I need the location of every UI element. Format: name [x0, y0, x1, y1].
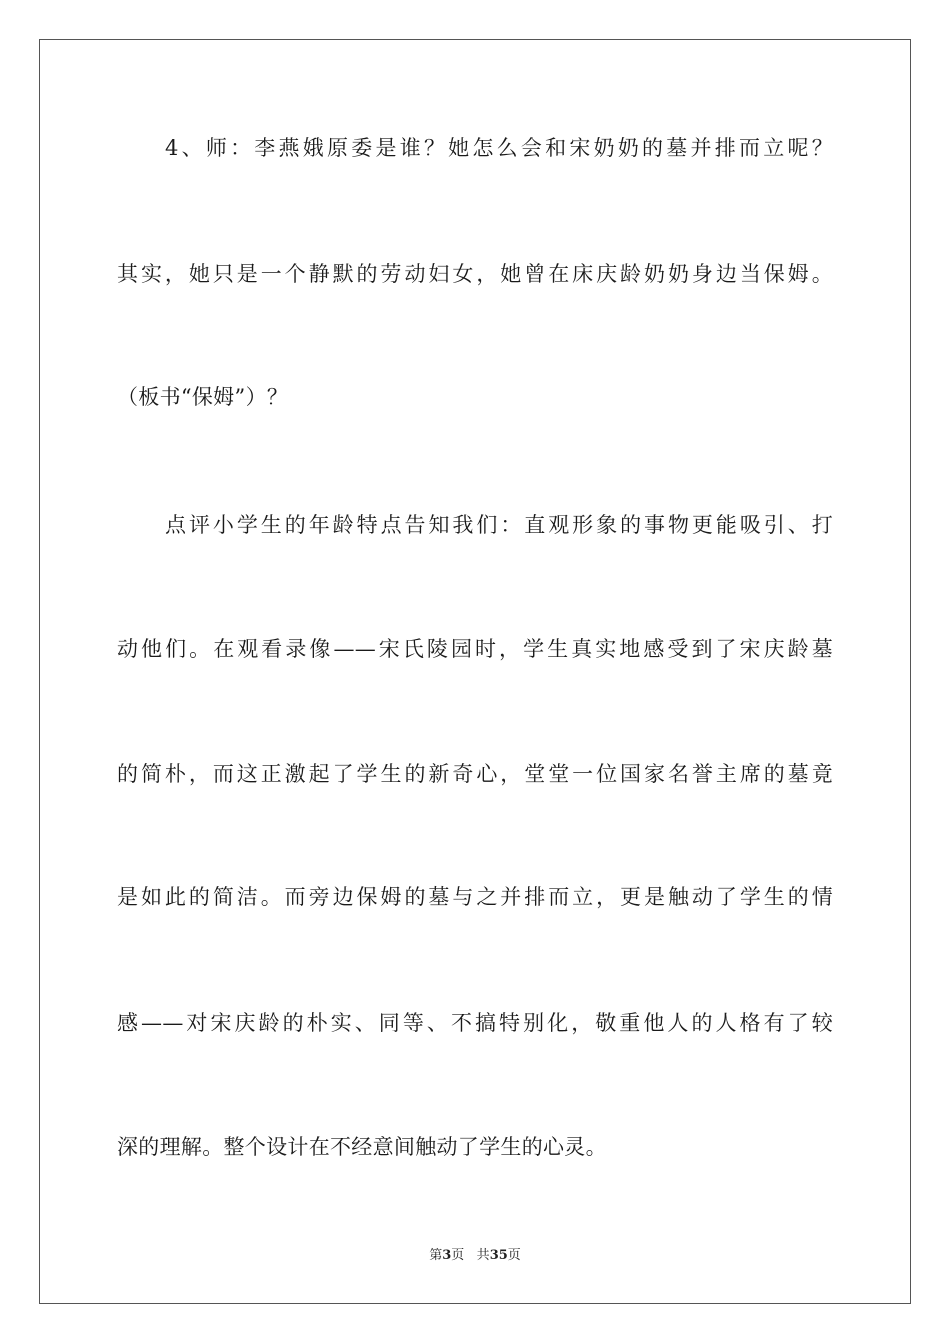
- footer-page-suffix: 页: [451, 1248, 465, 1263]
- footer-page-number: 3: [442, 1248, 452, 1263]
- page-footer: [0, 1247, 950, 1265]
- footer-total-suffix: 页: [507, 1248, 521, 1263]
- footer-total-prefix: 共: [476, 1248, 490, 1263]
- paragraph-line-2: 其实，她只是一个静默的劳动妇女，她曾在床庆龄奶奶身边当保姆。: [117, 262, 833, 286]
- page-border: [39, 39, 911, 1304]
- footer-total-pages: 35: [489, 1248, 508, 1263]
- paragraph-line-5: 动他们。在观看录像——宋氏陵园时，学生真实地感受到了宋庆龄墓: [117, 637, 833, 661]
- paragraph-line-1: 4、师：李燕娥原委是谁？她怎么会和宋奶奶的墓并排而立呢？: [165, 136, 833, 160]
- paragraph-line-6: 的简朴，而这正激起了学生的新奇心，堂堂一位国家名誉主席的墓竟: [117, 762, 833, 786]
- footer-page-prefix: 第: [429, 1248, 443, 1263]
- paragraph-line-9: 深的理解。整个设计在不经意间触动了学生的心灵。: [117, 1135, 607, 1159]
- paragraph-line-7: 是如此的简洁。而旁边保姆的墓与之并排而立，更是触动了学生的情: [117, 885, 833, 909]
- paragraph-line-4: 点评小学生的年龄特点告知我们：直观形象的事物更能吸引、打: [165, 513, 833, 537]
- paragraph-line-3: （板书“保姆”）？: [117, 385, 289, 409]
- paragraph-line-8: 感——对宋庆龄的朴实、同等、不搞特别化，敬重他人的人格有了较: [117, 1011, 833, 1035]
